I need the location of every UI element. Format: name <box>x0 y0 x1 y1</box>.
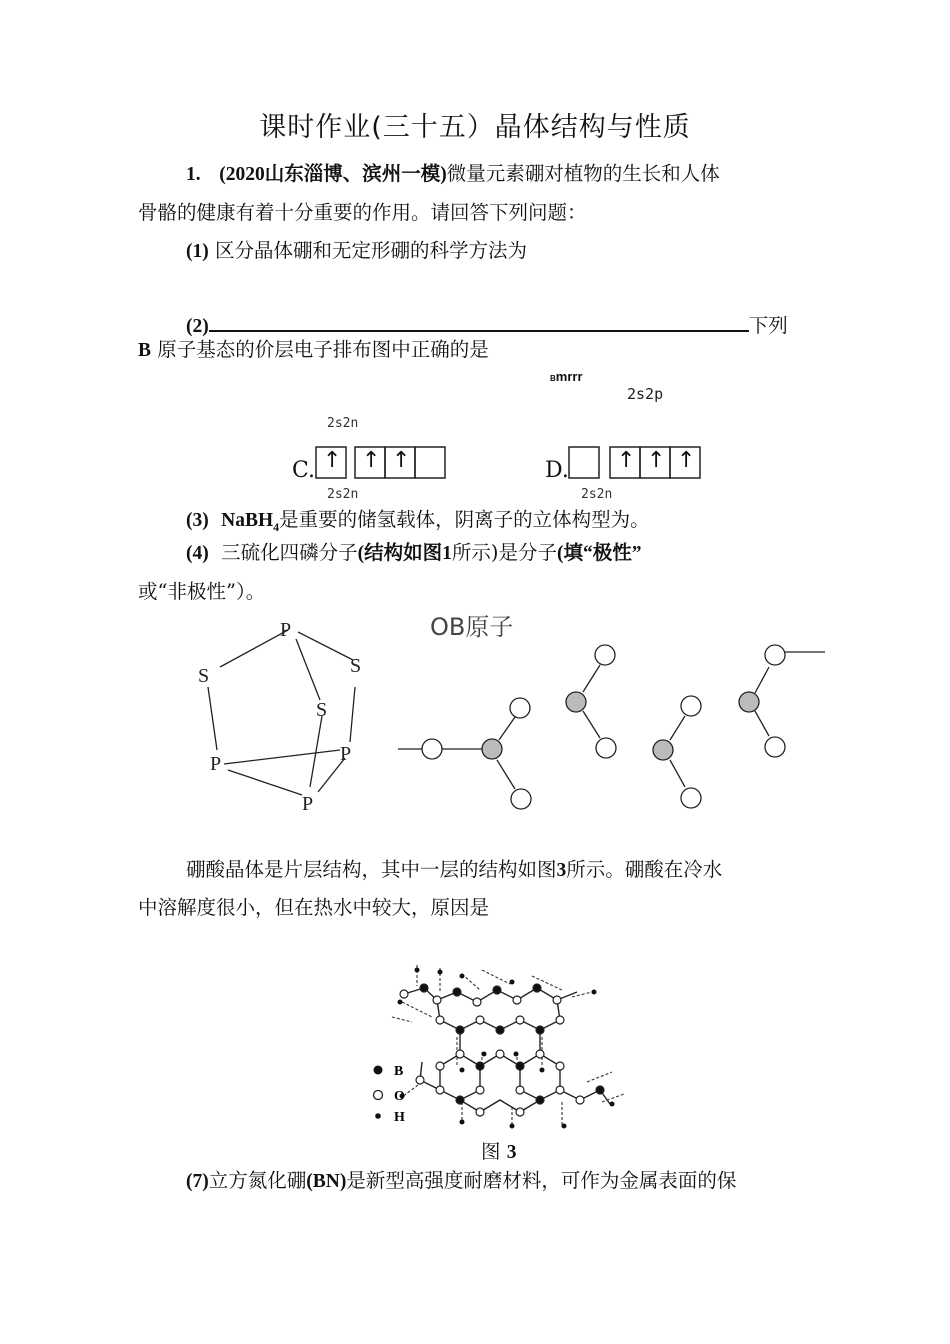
oxygen-atom <box>595 645 615 665</box>
oxygen-atom <box>765 645 785 665</box>
atom-label: P <box>302 793 314 815</box>
figure-3-boric-acid-layer <box>362 962 632 1137</box>
oxygen-atom <box>596 738 616 758</box>
question-intro: 微量元素硼对植物的生长和人体 <box>446 162 720 185</box>
part-4-text: 是分子 <box>498 541 558 564</box>
part-2 <box>186 312 788 339</box>
part-1 <box>186 239 527 264</box>
atom-label: S <box>198 665 210 687</box>
oxygen-atom <box>765 737 785 757</box>
arrow-up-icon: ↑ <box>677 448 696 473</box>
boric-text: 所示。硼酸在冷水 <box>566 858 723 881</box>
hydrogen-legend-icon <box>375 1113 381 1119</box>
question-number: 1. <box>186 164 201 185</box>
arrow-up-icon: ↑ <box>323 448 342 473</box>
figure-3-legend <box>374 1064 406 1125</box>
formula: NaBH <box>221 510 274 531</box>
part-2-label: (2) <box>186 316 209 337</box>
page-title: 课时作业(三十五）晶体结构与性质 <box>259 112 691 143</box>
part-3 <box>186 508 650 539</box>
oxygen-atom <box>681 788 701 808</box>
option-d-diagram <box>568 446 702 484</box>
option-d-label: D. <box>545 458 569 483</box>
option-d-bottom-label: 2s2n <box>581 487 613 502</box>
answer-blank[interactable] <box>209 312 749 332</box>
part-4-text: 所示) <box>451 541 499 564</box>
part-2-cont <box>138 338 489 363</box>
question-source: (2020山东淄博、滨州一模) <box>219 164 447 185</box>
oxygen-atom <box>422 739 442 759</box>
arrow-up-icon: ↑ <box>362 448 381 473</box>
legend-label: O <box>394 1089 405 1104</box>
oxygen-atom <box>511 789 531 809</box>
boron-symbol: B <box>138 340 152 361</box>
caption-text: 图 <box>481 1140 501 1163</box>
legend-label: B <box>394 1064 404 1079</box>
legend-label: H <box>394 1110 405 1125</box>
figure-ref: 1 <box>442 543 452 564</box>
arrow-up-icon: ↑ <box>392 448 411 473</box>
option-top-label: 2s2n <box>327 416 359 431</box>
part-2-text: 原子基态的价层电子排布图中正确的是 <box>157 338 489 361</box>
atom-label: P <box>340 743 352 765</box>
option-c-label: C. <box>292 458 316 483</box>
option-b <box>550 369 583 384</box>
formula-subscript: 4 <box>273 519 280 534</box>
oxygen-atom <box>510 698 530 718</box>
boric-text: 硼酸晶体是片层结构，其中一层的结构如图 <box>186 858 557 881</box>
boron-atom <box>653 740 673 760</box>
part-7 <box>186 1169 736 1194</box>
boron-atom <box>482 739 502 759</box>
part-7-text: 立方氮化硼 <box>208 1169 307 1192</box>
question-intro-cont: 骨骼的健康有着十分重要的作用。请回答下列问题： <box>138 201 587 224</box>
part-7-text: 是新型高强度耐磨材料，可作为金属表面的保 <box>346 1169 737 1192</box>
part-3-text: 是重要的储氢载体，阴离子的立体构型为。 <box>279 508 650 531</box>
part-7-label: (7) <box>186 1171 209 1192</box>
arrow-up-icon: ↑ <box>617 448 636 473</box>
figure-2-borate-chain <box>395 630 827 820</box>
option-b-orbitals: 2s2p <box>627 385 664 403</box>
atom-label: S <box>350 655 362 677</box>
formula: (BN) <box>306 1171 347 1192</box>
atom-label: P <box>280 619 292 641</box>
boric-acid-para <box>186 858 722 883</box>
figure-1-p4s3 <box>190 612 370 822</box>
figure-ref: 3 <box>556 860 567 881</box>
option-c-diagram <box>315 446 447 484</box>
part-4-text: 三硫化四磷分子 <box>221 541 358 564</box>
part-4 <box>186 541 642 566</box>
part-4-label: (4) <box>186 543 209 564</box>
option-b-text: mrrr <box>555 369 583 384</box>
part-4-cont: 或“非极性”）。 <box>138 580 266 603</box>
part-3-label: (3) <box>186 510 209 531</box>
oxygen-atom <box>681 696 701 716</box>
part-2-tail: 下列 <box>748 314 788 337</box>
boron-atom <box>566 692 586 712</box>
part-1-text: 区分晶体硼和无定形硼的科学方法为 <box>214 239 527 262</box>
part-1-label: (1) <box>186 241 209 262</box>
boron-legend-icon <box>374 1066 383 1075</box>
question-1-line <box>186 162 720 187</box>
option-b-prefix: B <box>550 374 556 383</box>
part-4-text: (结构如图 <box>357 543 443 564</box>
boric-acid-para-cont: 中溶解度很小，但在热水中较大，原因是 <box>138 896 490 919</box>
caption-number: 3 <box>506 1142 517 1163</box>
figure-3-caption <box>481 1140 516 1165</box>
boron-atom <box>739 692 759 712</box>
atom-label: P <box>210 753 222 775</box>
part-4-text: (填“极性” <box>557 543 642 564</box>
arrow-up-icon: ↑ <box>647 448 666 473</box>
ob-label: OB原子 <box>430 613 514 641</box>
oxygen-legend-icon <box>374 1091 383 1100</box>
option-c-bottom-label: 2s2n <box>327 487 359 502</box>
atom-label: S <box>316 699 328 721</box>
